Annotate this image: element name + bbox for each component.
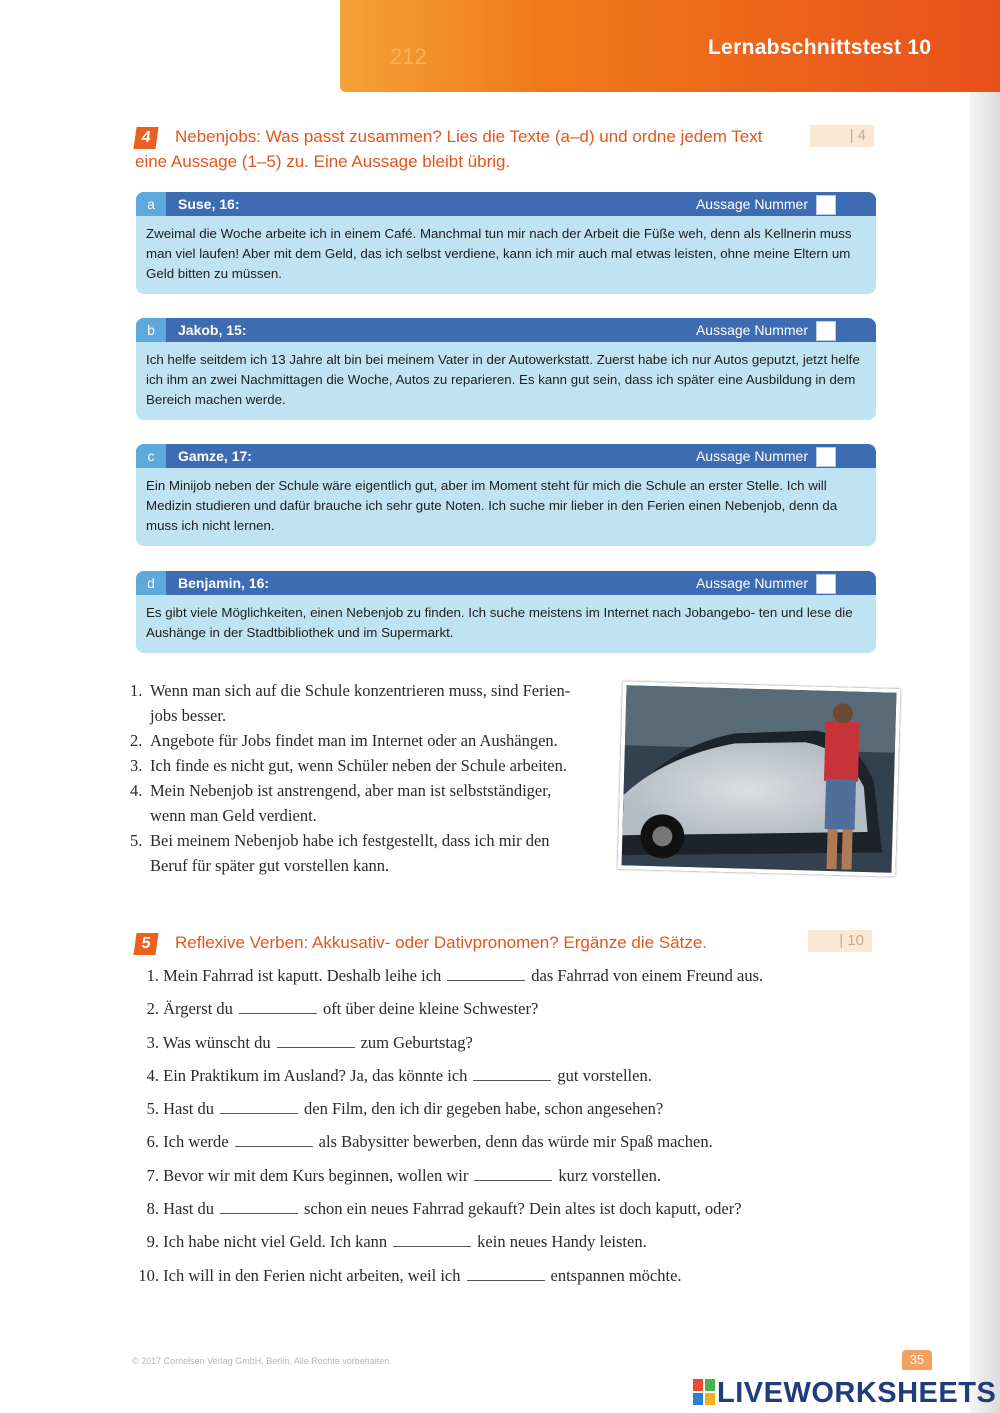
statement: 1. Wenn man sich auf die Schule konzentrieren muss, sind Ferien- jobs besser. — [130, 681, 571, 725]
text-author: Benjamin, 16: — [178, 575, 270, 591]
task4-number: 4 — [133, 127, 158, 149]
aussage-answer-box[interactable] — [816, 321, 836, 341]
aussage-answer-box[interactable] — [816, 195, 836, 215]
answer-blank[interactable] — [473, 1066, 551, 1081]
aussage-label: Aussage Nummer — [695, 196, 808, 212]
sentence: 6. Ich werde als Babysitter bewerben, denn das würde mir Spaß machen. — [146, 1132, 713, 1152]
task5-number: 5 — [133, 933, 158, 955]
answer-blank[interactable] — [474, 1166, 552, 1181]
text-box-a — [136, 192, 876, 294]
text-author: Gamze, 17: — [178, 448, 252, 464]
brand-text: LIVEWORKSHEETS — [717, 1377, 997, 1409]
text-box-bar — [136, 444, 876, 468]
statement: 4. Mein Nebenjob ist anstrengend, aber man ist selbstständiger, wenn man Geld verdient. — [130, 781, 552, 825]
answer-blank[interactable] — [220, 1199, 298, 1214]
aussage-label: Aussage Nummer — [695, 575, 808, 591]
task5-title: Reflexive Verben: Akkusativ- oder Dativpronomen? Ergänze die Sätze. — [175, 933, 708, 952]
answer-blank[interactable] — [220, 1099, 298, 1114]
statement: 2. Angebote für Jobs findet man im Internet oder an Aushängen. — [130, 731, 558, 750]
sentence: 2. Ärgerst du oft über deine kleine Schwester? — [146, 999, 539, 1019]
task5-points: | 10 — [808, 930, 872, 952]
footer-page-number: 35 — [902, 1350, 932, 1370]
statement: 5. Bei meinem Nebenjob habe ich festgestellt, dass ich mir den Beruf für später gut vorstellen kann. — [130, 831, 550, 875]
sentence-list — [132, 963, 832, 1296]
sentence: 3. Was wünscht du zum Geburtstag? — [146, 1032, 473, 1052]
text-box-bar — [136, 192, 876, 216]
sentence: 7. Bevor wir mit dem Kurs beginnen, wollen wir kurz vorstellen. — [146, 1165, 661, 1185]
text-body: Ich helfe seitdem ich 13 Jahre alt bin bei meinem Vater in der Autowerkstatt. Zuerst habe ich nur Autos geputzt, jetzt helfe ich ihm an zwei Nachmittagen die Woche, Autos zu reparieren. Es kann gut sein, dass ich später eine Ausbildung in dem Bereich machen werde. — [136, 342, 876, 420]
text-box-bar — [136, 571, 876, 595]
statement-list — [130, 678, 620, 878]
text-author: Jakob, 15: — [178, 322, 247, 338]
answer-blank[interactable] — [277, 1033, 355, 1048]
sentence: 8. Hast du schon ein neues Fahrrad gekauft? Dein altes ist doch kaputt, oder? — [146, 1199, 742, 1219]
answer-blank[interactable] — [235, 1132, 313, 1147]
sentence: 4. Ein Praktikum im Ausland? Ja, das könnte ich gut vorstellen. — [146, 1065, 652, 1085]
sentence: 9. Ich habe nicht viel Geld. Ich kann kein neues Handy leisten. — [146, 1232, 647, 1252]
text-body: Zweimal die Woche arbeite ich in einem Café. Manchmal tun mir nach der Arbeit die Füße weh, denn als Kellnerin muss man viel laufen! Aber mit dem Geld, das ich selbst verdiene, kann ich mir auch mal etwas leisten, ohne meine Eltern um Geld bitten zu müssen. — [136, 216, 876, 294]
task4-heading — [135, 124, 795, 174]
answer-blank[interactable] — [447, 966, 525, 981]
task5-heading — [135, 930, 815, 955]
task4-points: | 4 — [810, 125, 874, 147]
answer-blank[interactable] — [467, 1266, 545, 1281]
header-page-number: 212 — [390, 44, 427, 69]
text-body: Es gibt viele Möglichkeiten, einen Nebenjob zu finden. Ich suche meistens im Internet nach Jobangebo- ten und lese die Aushänge in der Stadtbibliothek und im Supermarkt. — [136, 595, 876, 653]
aussage-label: Aussage Nummer — [695, 322, 808, 338]
text-body: Ein Minijob neben der Schule wäre eigentlich gut, aber im Moment steht für mich die Schule an erster Stelle. Ich will Medizin studieren und dafür brauche ich sehr gute Noten. Ich suche mir lieber in den Ferien einen Nebenjob, denn da muss ich nicht lernen. — [136, 468, 876, 546]
liveworksheets-brand[interactable] — [693, 1377, 996, 1410]
liveworksheets-logo-icon — [693, 1379, 715, 1405]
car-wash-photo — [617, 681, 900, 877]
text-letter: d — [136, 571, 166, 595]
header-band — [340, 0, 1000, 92]
text-author: Suse, 16: — [178, 196, 240, 212]
text-box-c — [136, 444, 876, 546]
aussage-label: Aussage Nummer — [695, 448, 808, 464]
page-edge — [970, 0, 1000, 1413]
text-box-b — [136, 318, 876, 420]
sentence: 5. Hast du den Film, den ich dir gegeben habe, schon angesehen? — [146, 1099, 664, 1119]
text-letter: b — [136, 318, 166, 342]
sentence: 10. Ich will in den Ferien nicht arbeiten, weil ich entspannen möchte. — [138, 1265, 682, 1285]
text-box-bar — [136, 318, 876, 342]
sentence: 1. Mein Fahrrad ist kaputt. Deshalb leihe ich das Fahrrad von einem Freund aus. — [146, 966, 764, 985]
copyright-footer: © 2017 Cornelsen Verlag GmbH, Berlin. Alle Rechte vorbehalten. — [132, 1356, 392, 1366]
aussage-answer-box[interactable] — [816, 574, 836, 594]
answer-blank[interactable] — [239, 999, 317, 1014]
text-letter: c — [136, 444, 166, 468]
answer-blank[interactable] — [393, 1232, 471, 1247]
task4-title: Nebenjobs: Was passt zusammen? Lies die Texte (a–d) und ordne jedem Text eine Aussage (1–5) zu. Eine Aussage bleibt übrig. — [135, 127, 763, 171]
aussage-answer-box[interactable] — [816, 447, 836, 467]
statement: 3. Ich finde es nicht gut, wenn Schüler neben der Schule arbeiten. — [130, 756, 567, 775]
text-letter: a — [136, 192, 166, 216]
text-box-d — [136, 571, 876, 653]
header-title: Lernabschnittstest 10 — [708, 36, 932, 59]
